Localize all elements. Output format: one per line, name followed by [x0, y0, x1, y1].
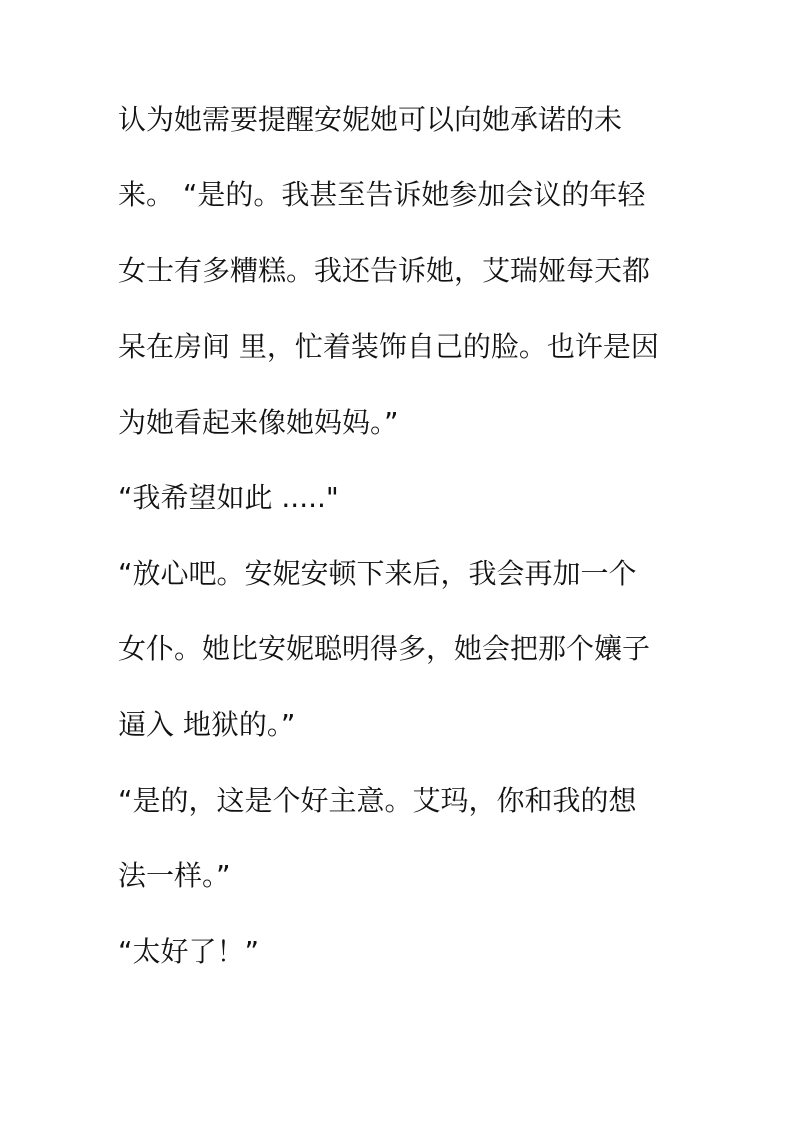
text-line: 法一样。” [118, 859, 231, 892]
text-line: “我希望如此 ....." [118, 481, 339, 514]
text-line: 呆在房间 里，忙着装饰自己的脸。也许是因 [118, 330, 659, 363]
text-line: “是的，这是个好主意。艾玛，你和我的想 [118, 784, 637, 817]
text-line: 逼入 地狱的。” [118, 708, 296, 741]
text-line: 女士有多糟糕。我还告诉她，艾瑞娅每天都 [118, 254, 651, 287]
text-line: 认为她需要提醒安妮她可以向她承诺的未 [118, 103, 623, 136]
text-line: “放心吧。安妮安顿下来后，我会再加一个 [118, 557, 637, 590]
text-line: 为她看起来像她妈妈。” [118, 406, 399, 439]
text-line: 来。 “是的。我甚至告诉她参加会议的年轻 [118, 178, 646, 211]
text-line: 女仆。她比安妮聪明得多，她会把那个孃子 [118, 632, 651, 665]
text-line: “太好了！” [118, 935, 260, 968]
